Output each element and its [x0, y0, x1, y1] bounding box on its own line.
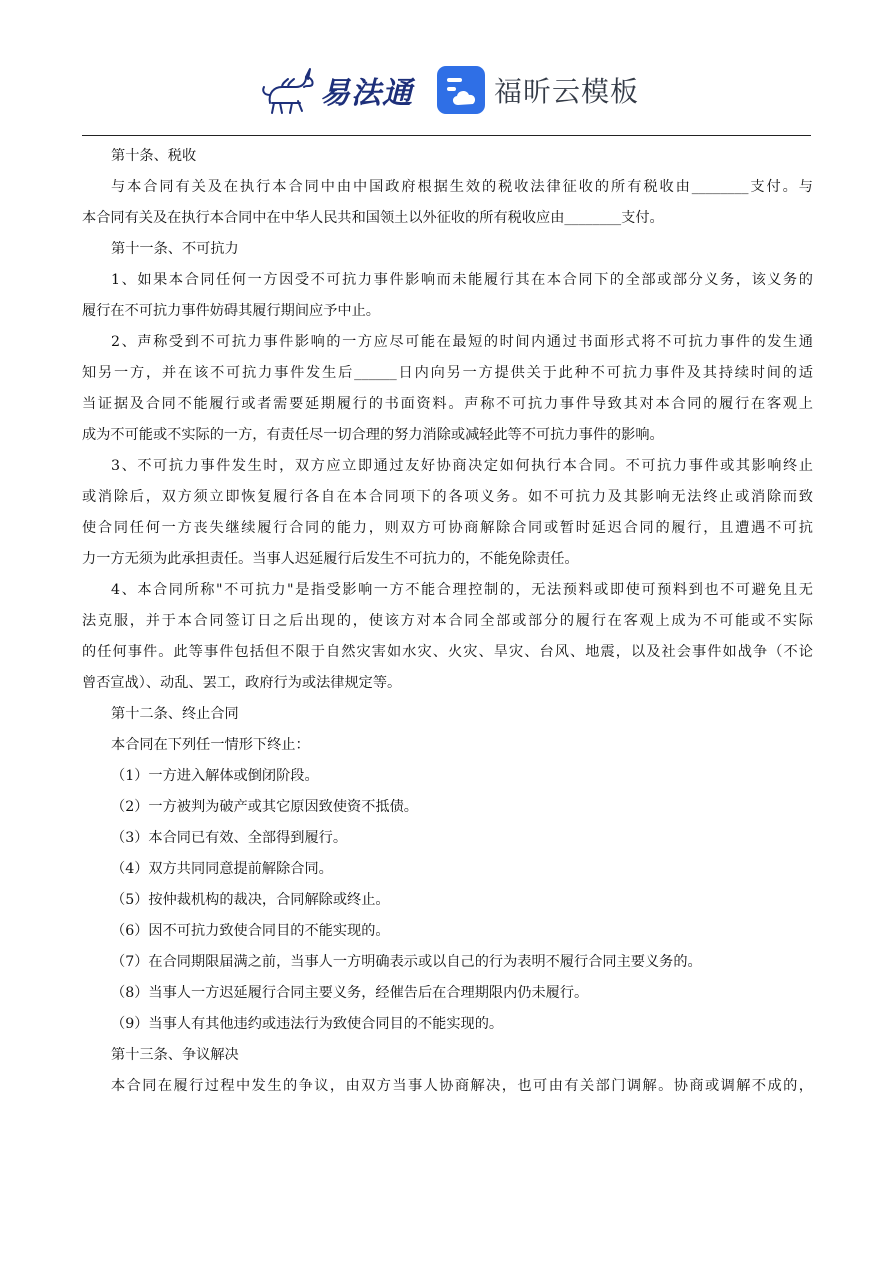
fuxin-logo [436, 64, 639, 116]
list-item: （1）一方进入解体或倒闭阶段。 [111, 768, 319, 784]
page-header [0, 54, 893, 124]
list-item: （5）按仲裁机构的裁决，合同解除或终止。 [111, 892, 390, 908]
paragraph-line: 1、如果本合同任何一方因受不可抗力事件影响而未能履行其在本合同下的全部或部分义务，该义务的 [111, 272, 813, 288]
list-item: （4）双方共同同意提前解除合同。 [111, 861, 333, 877]
paragraph-line: 履行在不可抗力事件妨碍其履行期间应予中止。 [82, 303, 380, 319]
paragraph-line: 本合同在履行过程中发生的争议，由双方当事人协商解决，也可由有关部门调解。协商或调解不成的， [111, 1078, 813, 1094]
paragraph-line: 知另一方，并在该不可抗力事件发生后______日内向另一方提供关于此种不可抗力事件及其持续时间的适 [82, 365, 813, 381]
paragraph-line: 与本合同有关及在执行本合同中由中国政府根据生效的税收法律征收的所有税收由________支付。与 [111, 179, 813, 195]
list-item: （3）本合同已有效、全部得到履行。 [111, 830, 348, 846]
paragraph-line: 2、声称受到不可抗力事件影响的一方应尽可能在最短的时间内通过书面形式将不可抗力事件的发生通 [111, 334, 813, 350]
document-body [82, 141, 813, 1102]
list-item: （6）因不可抗力致使合同目的不能实现的。 [111, 923, 390, 939]
fuxin-logo-text: 福昕云模板 [494, 75, 640, 108]
list-item: （8）当事人一方迟延履行合同主要义务，经催告后在合理期限内仍未履行。 [111, 985, 589, 1001]
header-divider [82, 135, 811, 136]
paragraph-line: 使合同任何一方丧失继续履行合同的能力，则双方可协商解除合同或暂时延迟合同的履行，且遭遇不可抗 [82, 520, 813, 536]
paragraph-line: 或消除后，双方须立即恢复履行各自在本合同项下的各项义务。如不可抗力及其影响无法终止或消除而致 [82, 489, 813, 505]
list-item: （9）当事人有其他违约或违法行为致使合同目的不能实现的。 [111, 1016, 504, 1032]
list-item: （2）一方被判为破产或其它原因致使资不抵债。 [111, 799, 418, 815]
list-item: （7）在合同期限届满之前，当事人一方明确表示或以自己的行为表明不履行合同主要义务的。 [111, 954, 702, 970]
section-heading-dispute: 第十三条、争议解决 [111, 1047, 239, 1063]
cloud-document-icon [436, 65, 486, 115]
section-heading-tax: 第十条、税收 [111, 148, 197, 164]
yifatong-logo [260, 62, 420, 118]
paragraph-line: 4、本合同所称"不可抗力"是指受影响一方不能合理控制的，无法预料或即使可预料到也不可避免且无 [111, 582, 813, 598]
section-heading-force-majeure: 第十一条、不可抗力 [111, 241, 239, 257]
paragraph-line: 本合同有关及在执行本合同中在中华人民共和国领土以外征收的所有税收应由________支付。 [82, 210, 664, 226]
paragraph-line: 法克服，并于本合同签订日之后出现的，使该方对本合同全部或部分的履行在客观上成为不可能或不实际 [82, 613, 813, 629]
paragraph-line: 力一方无须为此承担责任。当事人迟延履行后发生不可抗力的，不能免除责任。 [82, 551, 579, 567]
yifatong-logo-text: 易法通 [320, 76, 413, 111]
unicorn-icon [260, 63, 318, 117]
paragraph-line: 本合同在下列任一情形下终止： [111, 737, 310, 753]
section-heading-termination: 第十二条、终止合同 [111, 706, 239, 722]
paragraph-line: 曾否宣战）、动乱、罢工，政府行为或法律规定等。 [82, 675, 402, 691]
paragraph-line: 3、不可抗力事件发生时，双方应立即通过友好协商决定如何执行本合同。不可抗力事件或其影响终止 [111, 458, 813, 474]
paragraph-line: 成为不可能或不实际的一方，有责任尽一切合理的努力消除或减轻此等不可抗力事件的影响。 [82, 427, 664, 443]
paragraph-line: 的任何事件。此等事件包括但不限于自然灾害如水灾、火灾、旱灾、台风、地震，以及社会事件如战争（不论 [82, 644, 813, 660]
paragraph-line: 当证据及合同不能履行或者需要延期履行的书面资料。声称不可抗力事件导致其对本合同的履行在客观上 [82, 396, 813, 412]
